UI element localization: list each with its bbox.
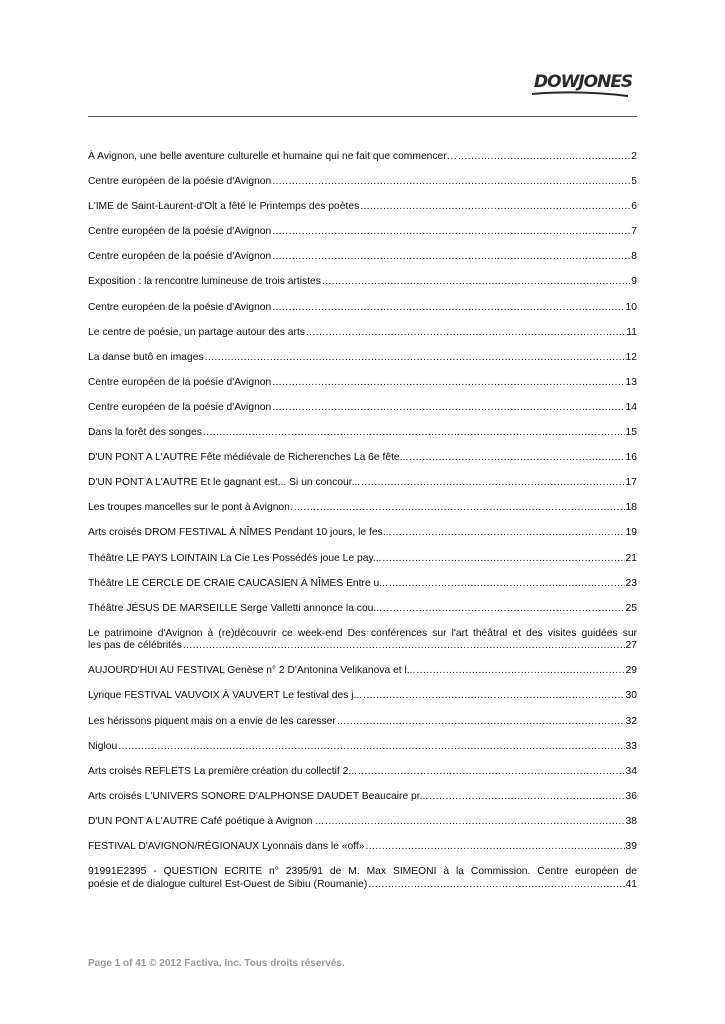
toc-entry-page-number: 21 — [625, 552, 637, 564]
toc-entry-leader — [272, 377, 624, 390]
toc-entry-title: À Avignon, une belle aventure culturelle et humaine qui ne fait que commencer… — [88, 151, 458, 162]
toc-entry[interactable] — [88, 201, 637, 214]
toc-entry-title: D'UN PONT A L'AUTRE Fête médiévale de Richerenches La 6e fête... — [88, 452, 409, 464]
toc-entry-title: Théâtre LE PAYS LOINTAIN La Cie Les Possédés joue Le pay... — [88, 552, 382, 564]
toc-entry-page-number: 41 — [625, 878, 637, 890]
toc-entry-page-number: 19 — [625, 527, 637, 539]
toc-entry-page-number: 14 — [625, 401, 637, 413]
toc-entry-page-number: 11 — [626, 326, 637, 338]
toc-entry-title: Centre européen de la poésie d'Avignon — [88, 401, 272, 413]
toc-entry-title: L'IME de Saint-Laurent-d'Olt a fêté le Printemps des poètes — [88, 201, 360, 213]
toc-entry-leader — [294, 502, 625, 515]
toc-entry-leader — [358, 766, 625, 779]
toc-entry-leader — [361, 477, 624, 490]
toc-entry-leader — [368, 879, 624, 892]
toc-entry-leader — [392, 527, 624, 540]
toc-entry-leader — [409, 452, 624, 465]
page-footer: Page 1 of 41 © 2012 Factiva, Inc. Tous droits réservés. — [88, 958, 345, 969]
toc-entry-page-number: 2 — [631, 151, 637, 162]
toc-entry-title: Niglou — [88, 740, 118, 752]
toc-entry-page-number: 29 — [625, 665, 637, 677]
toc-entry[interactable] — [88, 741, 637, 754]
toc-entry[interactable] — [88, 553, 637, 566]
toc-entry-leader — [272, 226, 630, 239]
toc-entry-title: La danse butô en images — [88, 351, 204, 363]
toc-entry-title: Théâtre JÉSUS DE MARSEILLE Serge Valletti annonce la cou... — [88, 602, 382, 614]
toc-entry-title: Les troupes mancelles sur le pont à Avignon. — [88, 502, 293, 514]
toc-entry-page-number: 16 — [625, 452, 637, 464]
toc-entry-page-number: 5 — [631, 176, 637, 188]
toc-entry-title: D'UN PONT A L'AUTRE Et le gagnant est... Si un concour... — [88, 477, 361, 489]
toc-entry[interactable] — [88, 302, 637, 315]
toc-entry[interactable] — [88, 866, 637, 891]
toc-entry[interactable] — [88, 377, 637, 390]
toc-entry-page-number: 8 — [631, 251, 637, 263]
toc-entry-title: Centre européen de la poésie d'Avignon — [88, 251, 272, 263]
toc-entry-leader — [365, 841, 624, 854]
toc-entry[interactable] — [88, 690, 637, 703]
toc-entry-page-number: 34 — [625, 765, 637, 777]
table-of-contents — [88, 151, 637, 904]
toc-entry-page-number: 6 — [631, 201, 637, 213]
toc-entry-leader — [389, 578, 625, 591]
header-divider — [88, 116, 637, 117]
toc-entry-title: Centre européen de la poésie d'Avignon — [88, 226, 272, 238]
toc-entry-leader — [272, 402, 624, 415]
toc-entry-page-number: 36 — [625, 790, 637, 802]
toc-entry-page-number: 13 — [625, 376, 637, 388]
toc-entry-title: Les hérissons piquent mais on a envie de les caresser — [88, 715, 336, 727]
toc-entry-leader — [382, 553, 624, 566]
toc-entry-leader — [383, 603, 625, 616]
toc-entry[interactable] — [88, 276, 637, 289]
toc-entry-leader — [272, 302, 624, 315]
toc-entry[interactable] — [88, 816, 637, 829]
toc-entry-page-number: 9 — [631, 276, 637, 288]
toc-entry-leader — [272, 251, 630, 264]
toc-entry[interactable] — [88, 665, 637, 678]
toc-entry-title: Arts croisés DROM FESTIVAL À NÎMES Pendant 10 jours, le fes... — [88, 527, 392, 539]
toc-entry-page-number: 10 — [625, 301, 637, 313]
toc-entry-title: Le centre de poésie, un partage autour des arts — [88, 326, 305, 338]
toc-entry[interactable] — [88, 628, 637, 653]
toc-entry-title: Centre européen de la poésie d'Avignon — [88, 176, 272, 188]
toc-entry-title: FESTIVAL D'AVIGNON/RÉGIONAUX Lyonnais dans le «off» — [88, 841, 365, 853]
toc-entry-leader — [183, 640, 625, 653]
toc-entry-page-number: 27 — [625, 640, 637, 652]
toc-entry-title: D'UN PONT A L'AUTRE Café poétique à Avignon ... — [88, 815, 324, 827]
toc-entry[interactable] — [88, 226, 637, 239]
toc-entry-title: Arts croisés REFLETS La première création du collectif 2... — [88, 765, 357, 777]
toc-entry-page-number: 33 — [625, 740, 637, 752]
toc-entry-title-line1: Le patrimoine d'Avignon à (re)découvrir ce week-end Des conférences sur l'art théâtral et des visites guidées sur — [88, 627, 637, 639]
toc-entry-page-number: 15 — [625, 427, 637, 439]
toc-entry-page-number: 38 — [625, 815, 637, 827]
toc-entry-page-number: 12 — [625, 351, 637, 363]
toc-entry[interactable] — [88, 251, 637, 264]
toc-entry-leader — [363, 690, 624, 703]
toc-entry-leader — [458, 151, 630, 164]
toc-entry[interactable] — [88, 151, 637, 164]
toc-entry-page-number: 7 — [631, 226, 637, 238]
toc-entry-title: Dans la forêt des songes — [88, 427, 202, 439]
toc-entry-page-number: 39 — [625, 841, 637, 853]
toc-entry-leader — [205, 352, 625, 365]
toc-entry[interactable] — [88, 452, 637, 465]
toc-entry-title: Centre européen de la poésie d'Avignon — [88, 376, 272, 388]
toc-entry[interactable] — [88, 603, 637, 616]
toc-entry-page-number: 23 — [625, 577, 637, 589]
toc-entry-page-number: 30 — [625, 690, 637, 702]
toc-entry-page-number: 32 — [625, 715, 637, 727]
toc-entry-title: Théâtre LE CERCLE DE CRAIE CAUCASIEN À NÎMES Entre u... — [88, 577, 388, 589]
toc-entry-leader — [325, 816, 625, 829]
toc-entry-leader — [306, 327, 625, 340]
toc-entry[interactable] — [88, 402, 637, 415]
toc-entry[interactable] — [88, 427, 637, 440]
toc-entry[interactable] — [88, 477, 637, 490]
toc-entry[interactable] — [88, 327, 637, 340]
toc-entry[interactable] — [88, 527, 637, 540]
toc-entry-title: Arts croisés L'UNIVERS SONORE D'ALPHONSE DAUDET Beaucaire pr... — [88, 790, 429, 802]
logo-text: DOWJONES — [534, 72, 633, 92]
toc-entry-title-line1: 91991E2395 - QUESTION ECRITE n° 2395/91 de M. Max SIMEONI à la Commission. Centre européen de — [88, 866, 637, 878]
toc-entry-leader — [322, 276, 630, 289]
toc-entry-page-number: 18 — [625, 502, 637, 514]
toc-entry[interactable] — [88, 176, 637, 189]
toc-entry-leader — [203, 427, 625, 440]
toc-entry-leader — [429, 791, 624, 804]
toc-entry-leader — [272, 176, 630, 189]
toc-entry-title: poésie et de dialogue culturel Est-Ouest de Sibiu (Roumanie) — [88, 878, 368, 890]
toc-entry-leader — [118, 741, 624, 754]
toc-entry-title: Lyrique FESTIVAL VAUVOIX À VAUVERT Le festival des j... — [88, 690, 363, 702]
toc-entry[interactable] — [88, 578, 637, 591]
toc-entry-title: Centre européen de la poésie d'Avignon — [88, 301, 272, 313]
toc-entry[interactable] — [88, 766, 637, 779]
toc-entry[interactable] — [88, 791, 637, 804]
toc-entry[interactable] — [88, 716, 637, 729]
toc-entry-title: Exposition : la rencontre lumineuse de trois artistes — [88, 276, 321, 288]
toc-entry[interactable] — [88, 352, 637, 365]
toc-entry[interactable] — [88, 841, 637, 854]
toc-entry-title: AUJOURD'HUI AU FESTIVAL Genèse n° 2 D'Antonina Velikanova et l... — [88, 665, 416, 677]
toc-entry-leader — [360, 201, 630, 214]
toc-entry-page-number: 17 — [625, 477, 637, 489]
toc-entry-title: les pas de célébrités — [88, 640, 182, 652]
dowjones-logo — [528, 70, 638, 102]
toc-entry-page-number: 25 — [625, 602, 637, 614]
toc-entry[interactable] — [88, 502, 637, 515]
toc-entry-leader — [416, 665, 624, 678]
toc-entry-leader — [337, 716, 625, 729]
